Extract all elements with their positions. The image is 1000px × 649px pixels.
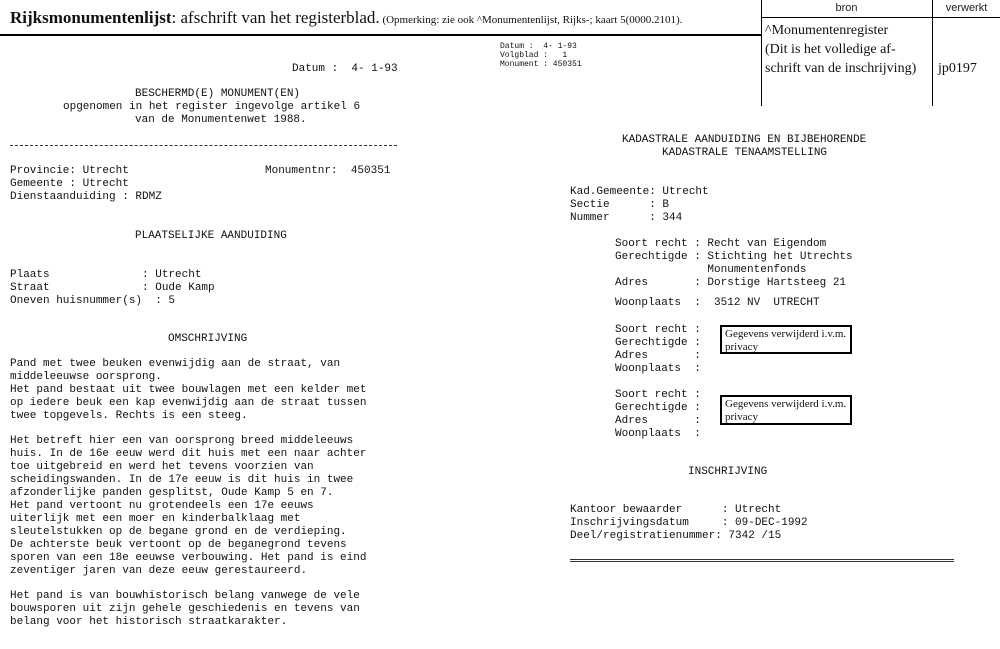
owner1-line: Gerechtigde : Stichting het Utrechts — [615, 251, 853, 263]
title-subtitle: : afschrift van het registerblad. — [171, 8, 380, 27]
desc-line: afzonderlijke panden gesplitst, Oude Kamp 5 en 7. — [10, 487, 334, 499]
bron-line-3: schrift van de inschrijving) — [765, 61, 917, 76]
provincie: Provincie: Utrecht — [10, 165, 129, 177]
table-divider — [932, 0, 933, 106]
desc-line: Pand met twee beuken evenwijdig aan de straat, van — [10, 358, 341, 370]
desc-line: Het pand bestaat uit twee bouwlagen met een kelder met — [10, 384, 367, 396]
owner3-label: Gerechtigde : — [615, 402, 701, 414]
stamp-datum: Datum : 4- 1-93 — [500, 42, 577, 51]
owner2-label: Adres : — [615, 350, 701, 362]
header-rule — [0, 34, 762, 36]
deel-registratienummer: Deel/registratienummer: 7342 /15 — [570, 530, 782, 542]
heading-inschrijving: INSCHRIJVING — [688, 466, 768, 478]
owner3-label: Woonplaats : — [615, 428, 701, 440]
heading-omschrijving: OMSCHRIJVING — [168, 333, 248, 345]
owner2-label: Gerechtigde : — [615, 337, 701, 349]
desc-line: zeventiger jaren van deze eeuw gerestaureerd. — [10, 565, 308, 577]
desc-line: sleutelstukken op de begane grond en de verdieping. — [10, 526, 347, 538]
right-divider — [570, 559, 954, 562]
heading-monumentenwet: van de Monumentenwet 1988. — [135, 114, 307, 126]
desc-line: op iedere beuk een kap evenwijdig aan de straat tussen — [10, 397, 367, 409]
owner3-label: Adres : — [615, 415, 701, 427]
heading-plaatselijke: PLAATSELIJKE AANDUIDING — [135, 230, 287, 242]
verwerkt-value: jp0197 — [938, 61, 977, 76]
redacted-box-1: Gegevens verwijderd i.v.m. privacy — [720, 325, 852, 354]
owner3-label: Soort recht : — [615, 389, 701, 401]
desc-line: twee topgevels. Rechts is een steeg. — [10, 410, 248, 422]
stamp-volgblad: Volgblad : 1 — [500, 51, 568, 60]
inschrijvingsdatum: Inschrijvingsdatum : 09-DEC-1992 — [570, 517, 808, 529]
stamp-monument: Monument : 450351 — [500, 60, 582, 69]
huisnummer: Oneven huisnummer(s) : 5 — [10, 295, 176, 307]
heading-register: opgenomen in het register ingevolge artikel 6 — [63, 101, 361, 113]
plaats: Plaats : Utrecht — [10, 269, 202, 281]
desc-line: bouwsporen uit zijn gehele geschiedenis en tevens van — [10, 603, 360, 615]
heading-tenaamstelling: KADASTRALE TENAAMSTELLING — [662, 147, 828, 159]
col-verwerkt: verwerkt — [945, 2, 988, 14]
desc-line: huis. In de 16e eeuw werd dit huis met een naar achter — [10, 448, 367, 460]
owner2-label: Soort recht : — [615, 324, 701, 336]
desc-line: Het betreft hier een van oorsprong breed middeleeuws — [10, 435, 354, 447]
bron-line-1: ^Monumentenregister — [765, 23, 889, 38]
heading-beschermd: BESCHERMD(E) MONUMENT(EN) — [135, 88, 301, 100]
owner2-label: Woonplaats : — [615, 363, 701, 375]
owner1-woonplaats: Woonplaats : 3512 NV UTRECHT — [615, 297, 820, 309]
desc-line: scheidingswanden. In de 17e eeuw is dit huis in twee — [10, 474, 354, 486]
redacted-box-2: Gegevens verwijderd i.v.m. privacy — [720, 395, 852, 425]
monumentnr: Monumentnr: 450351 — [265, 165, 391, 177]
left-divider — [10, 145, 397, 146]
kad-gemeente: Kad.Gemeente: Utrecht — [570, 186, 709, 198]
left-datum: Datum : 4- 1-93 — [292, 63, 398, 75]
title-main: Rijksmonumentenlijst — [10, 8, 172, 27]
source-table — [761, 0, 1000, 106]
bron-line-2: (Dit is het volledige af- — [765, 42, 896, 57]
table-border-left — [761, 0, 762, 106]
heading-kadastrale: KADASTRALE AANDUIDING EN BIJBEHORENDE — [622, 134, 867, 146]
desc-line: uiterlijk met een moer en kinderbalklaag met — [10, 513, 301, 525]
col-bron: bron — [835, 2, 858, 14]
table-header-rule — [761, 17, 1000, 18]
dienstaanduiding: Dienstaanduiding : RDMZ — [10, 191, 162, 203]
owner1-line: Soort recht : Recht van Eigendom — [615, 238, 827, 250]
straat: Straat : Oude Kamp — [10, 282, 215, 294]
desc-line: De achterste beuk vertoont op de beganegrond tevens — [10, 539, 347, 551]
sectie: Sectie : B — [570, 199, 670, 211]
desc-line: belang voor het historisch straatkarakter. — [10, 616, 288, 628]
owner1-line: Monumentenfonds — [615, 264, 807, 276]
desc-line: Het pand is van bouwhistorisch belang vanwege de vele — [10, 590, 360, 602]
page-title — [10, 8, 682, 28]
desc-line: toe uitgebreid en werd het tevens voorzien van — [10, 461, 314, 473]
desc-line: sporen van een 18e eeuwse verbouwing. Het pand is eind — [10, 552, 367, 564]
owner1-line: Adres : Dorstige Hartsteeg 21 — [615, 277, 847, 289]
desc-line: middeleeuwse oorsprong. — [10, 371, 162, 383]
title-note: (Opmerking: zie ook ^Monumentenlijst, Rijks-; kaart 5(0000.2101). — [379, 14, 683, 26]
nummer: Nummer : 344 — [570, 212, 683, 224]
kantoor-bewaarder: Kantoor bewaarder : Utrecht — [570, 504, 782, 516]
desc-line: Het pand vertoont nu grotendeels een 17e eeuws — [10, 500, 314, 512]
gemeente: Gemeente : Utrecht — [10, 178, 129, 190]
